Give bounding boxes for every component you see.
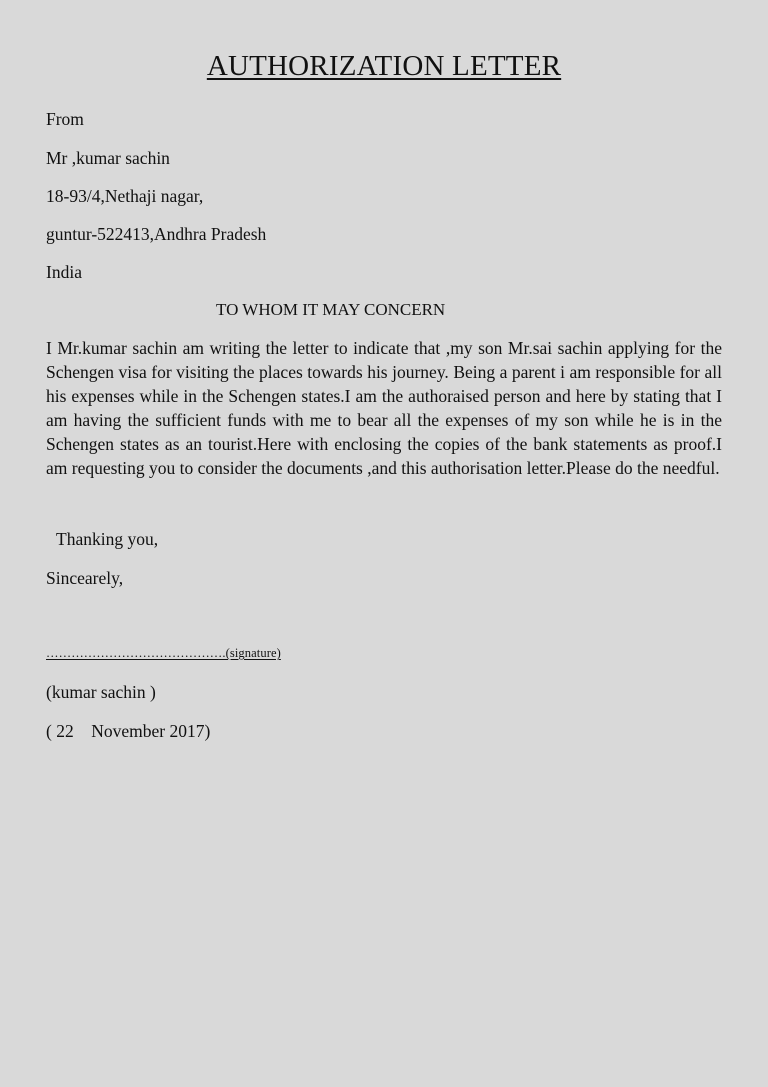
sender-address-line2: guntur-522413,Andhra Pradesh: [46, 224, 267, 244]
letter-date: ( 22 November 2017): [46, 721, 211, 741]
closing: Sincearely,: [46, 568, 124, 588]
signer-name: (kumar sachin ): [46, 682, 156, 702]
sender-country: India: [46, 262, 82, 282]
salutation: TO WHOM IT MAY CONCERN: [216, 300, 446, 319]
sender-address-line1: 18-93/4,Nethaji nagar,: [46, 186, 204, 206]
sender-name: Mr ,kumar sachin: [46, 148, 170, 168]
thanks-line: Thanking you,: [56, 529, 159, 549]
letter-body: I Mr.kumar sachin am writing the letter to indicate that ,my son Mr.sai sachin applying for the Schengen visa for visiting the places towards his journey. Being a parent i am responsible for all his expenses while in the Schengen states.I am the authoraised person and here by stating that I am having the sufficient funds with me to bear all the expenses of my son while he is in the Schengen states as an tourist.Here with enclosing the copies of the bank statements as proof.I am requesting you to consider the documents ,and this authorisation letter.Please do the needful.: [46, 338, 722, 478]
from-label: From: [46, 109, 84, 129]
letter-title: AUTHORIZATION LETTER: [206, 50, 562, 82]
signature-line: …………………………………….(signature): [46, 646, 281, 660]
